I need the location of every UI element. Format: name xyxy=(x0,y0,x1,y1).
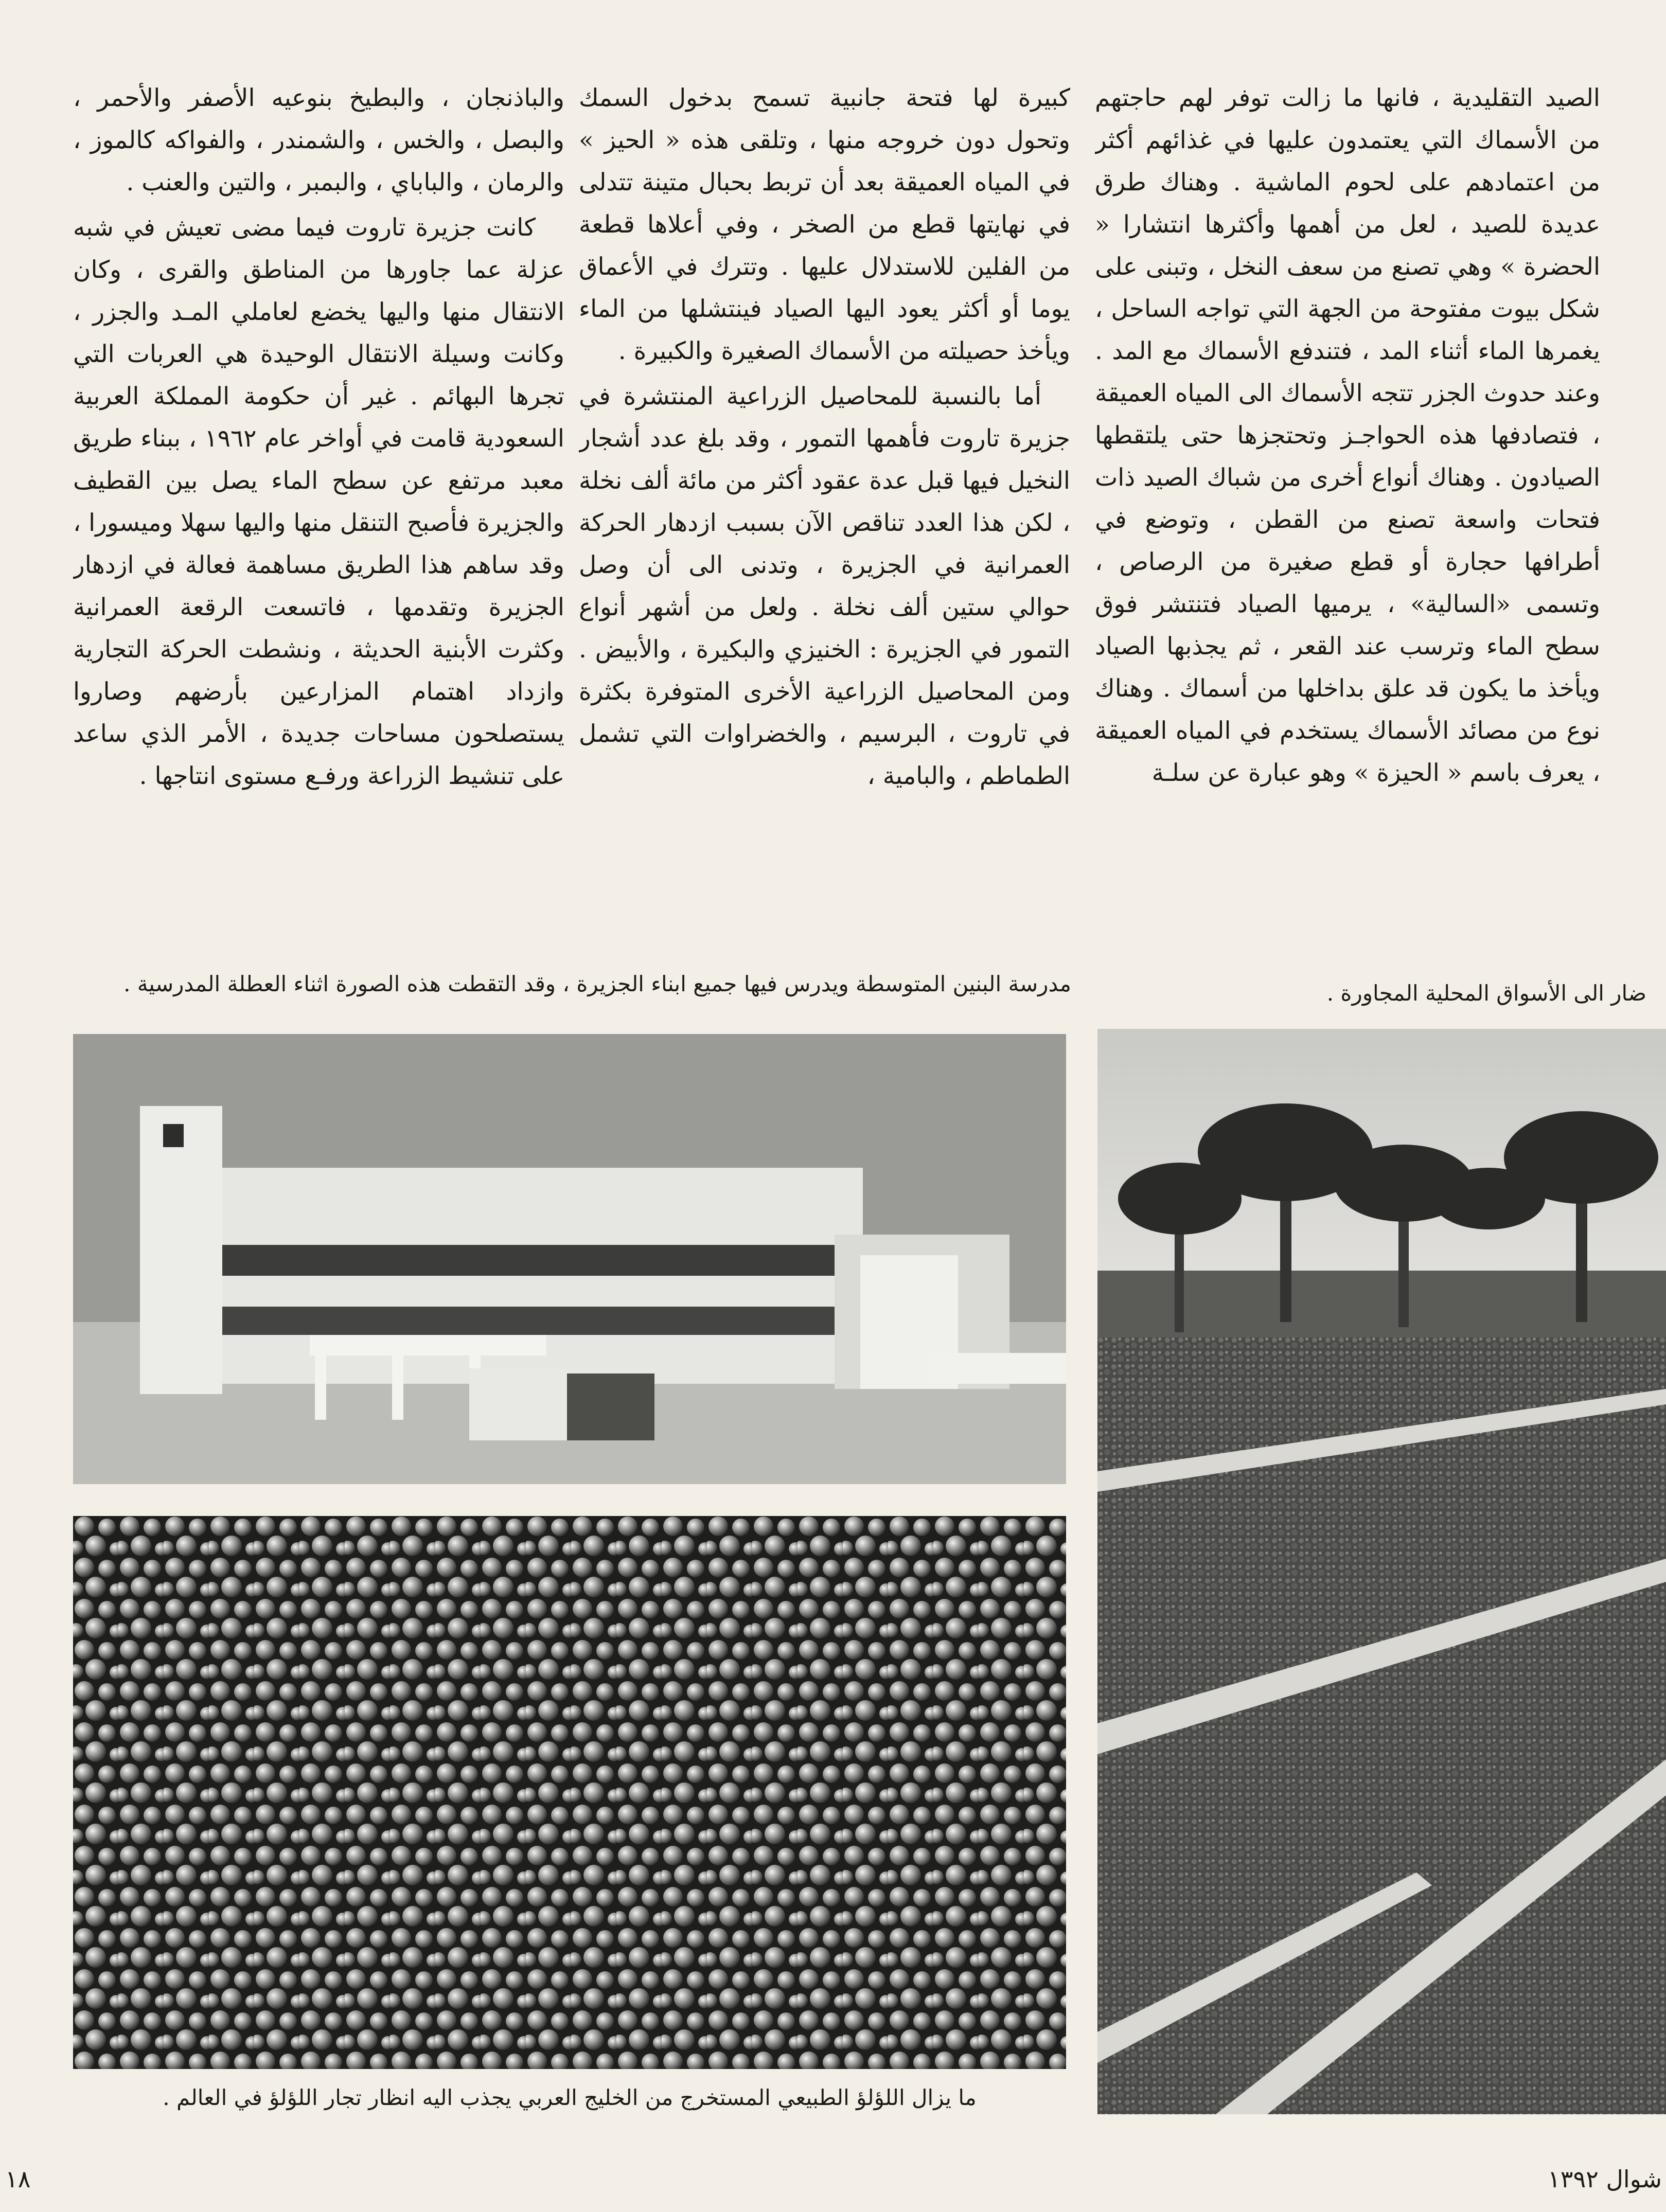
pearls-photo xyxy=(73,1516,1066,2069)
school-photo xyxy=(73,1034,1066,1484)
article-column-middle xyxy=(579,77,1070,875)
paragraph: أما بالنسبة للمحاصيل الزراعية المنتشرة في جزيرة تاروت فأهمها التمور ، وقد بلغ عدد أشجار النخيل فيها قبل عدة عقود أكثر من مائة ألف نخلة ، لكن هذا العدد تناقص الآن بسبب ازدهار الحركة العمرانية في الجزيرة ، وتدنى الى أن وصل حوالي ستين ألف نخلة . ولعل من أشهر أنواع التمور في الجزيرة : الخنيزي والبكيرة ، والأبيض . ومن المحاصيل الزراعية الأخرى المتوفرة بكثرة في تاروت ، البرسيم ، والخضراوات التي تشمل الطماطم ، والبامية ، xyxy=(579,382,1070,790)
farm-photo xyxy=(1097,1029,1666,2114)
paragraph: كانت جزيرة تاروت فيما مضى تعيش في شبه عزلة عما جاورها من المناطق والقرى ، وكان الانتقال منها واليها يخضع لعاملي المـد والجزر ، وكانت وسيلة الانتقال الوحيدة هي العربات التي تجرها البهائم . غير أن حكومة المملكة العربية السعودية قامت في أواخر عام ١٩٦٢ ، ببناء طريق معبد مرتفع عن سطح الماء يصل بين القطيف والجزيرة فأصبح التنقل منها واليها سهلا وميسورا ، وقد ساهم هذا الطريق مساهمة فعالة في ازدهار الجزيرة وتقدمها ، فاتسعت الرقعة العمرانية وكثرت الأبنية الحديثة ، ونشطت الحركة التجارية وازداد اهتمام المزارعين بأرضهم وصاروا يستصلحون مساحات جديدة ، الأمر الذي ساعد على تنشيط الزراعة ورفـع مستوى انتاجها . xyxy=(73,213,564,790)
pearls-photo-image xyxy=(73,1516,1066,2069)
issue-date: شوال ١٣٩٢ xyxy=(1548,2165,1662,2193)
pearls-photo-caption: ما يزال اللؤلؤ الطبيعي المستخرج من الخليج العربي يجذب اليه انظار تجار اللؤلؤ في العالم . xyxy=(163,2085,977,2110)
article-column-right xyxy=(1095,77,1600,875)
page-number: ١٨ xyxy=(5,2165,31,2193)
school-photo-caption: مدرسة البنين المتوسطة ويدرس فيها جميع ابناء الجزيرة ، وقد التقطت هذه الصورة اثناء العطلة المدرسية . xyxy=(123,971,1071,996)
farm-photo-caption: ضار الى الأسواق المحلية المجاورة . xyxy=(1326,980,1646,1006)
school-photo-image xyxy=(73,1034,1066,1484)
article-column-left xyxy=(73,77,564,875)
paragraph: والباذنجان ، والبطيخ بنوعيه الأصفر والأحمر ، والبصل ، والخس ، والشمندر ، والفواكه كالموز ، والرمان ، والباباي ، والبمبر ، والتين والعنب . xyxy=(73,84,564,197)
farm-photo-image xyxy=(1097,1029,1666,2114)
paragraph: الصيد التقليدية ، فانها ما زالت توفر لهم حاجتهم من الأسماك التي يعتمدون عليها في غذائهم أكثر من اعتمادهم على لحوم الماشية . وهناك طرق عديدة للصيد ، لعل من أهمها وأكثرها انتشارا « الحضرة » وهي تصنع من سعف النخل ، وتبنى على شكل بيوت مفتوحة من الجهة التي تواجه الساحل ، يغمرها الماء أثناء المد ، فتندفع الأسماك مع المد . وعند حدوث الجزر تتجه الأسماك الى المياه العميقة ، فتصادفها هذه الحواجـز وتحتجزها حتى يلتقطها الصيادون . وهناك أنواع أخرى من شباك الصيد ذات فتحات واسعة تصنع من القطن ، وتوضع في أطرافها حجارة أو قطع صغيرة من الرصاص ، وتسمى «السالية» ، يرميها الصياد فتنتشر فوق سطح الماء وترسب عند القعر ، ثم يجذبها الصياد ويأخذ ما يكون قد علق بداخلها من أسماك . وهناك نوع من مصائد الأسماك يستخدم في المياه العميقة ، يعرف باسم « الحيزة » وهو عبارة عن سلـة xyxy=(1095,84,1600,787)
paragraph: كبيرة لها فتحة جانبية تسمح بدخول السمك وتحول دون خروجه منها ، وتلقى هذه « الحيز » في المياه العميقة بعد أن تربط بحبال متينة تتدلى في نهايتها قطع من الصخر ، وفي أعلاها قطعة من الفلين للاستدلال عليها . وتترك في الأعماق يوما أو أكثر يعود اليها الصياد فينتشلها من الماء ويأخذ حصيلته من الأسماك الصغيرة والكبيرة . xyxy=(579,84,1070,365)
